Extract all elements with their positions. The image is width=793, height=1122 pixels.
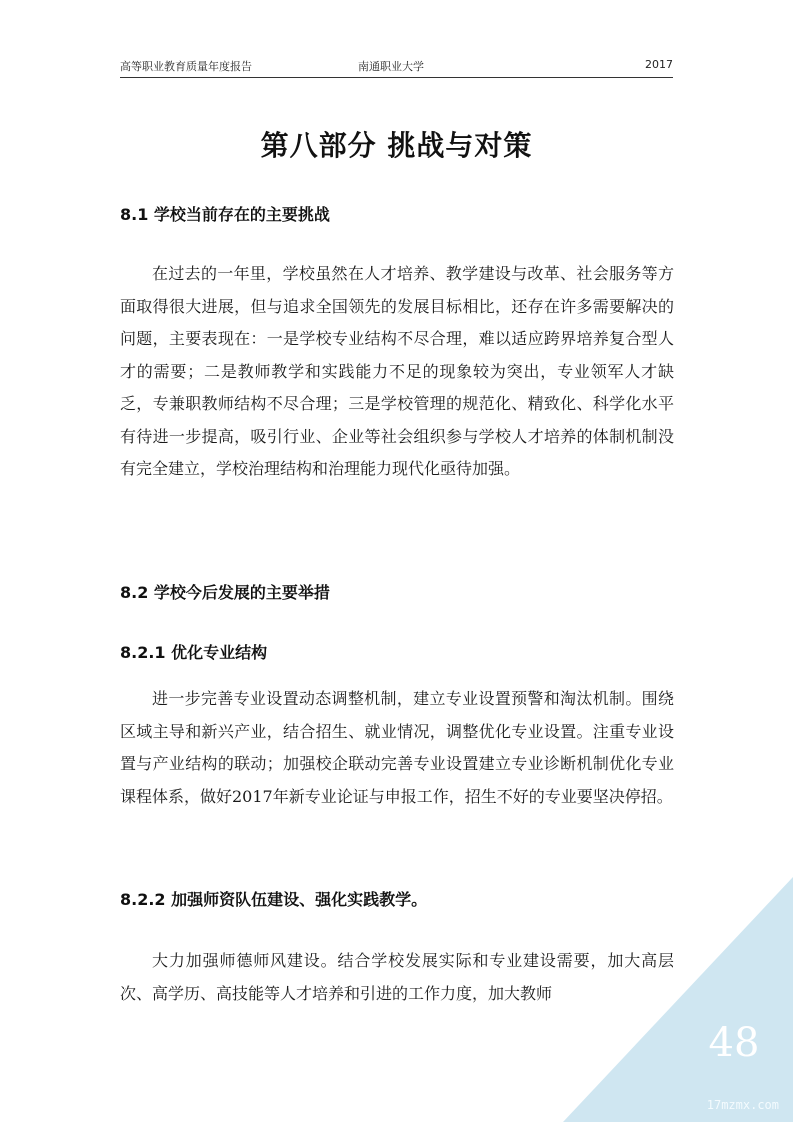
page-number: 48 [708, 1020, 760, 1066]
section-heading-8-2-1: 8.2.1 优化专业结构 [120, 643, 268, 662]
header-year: 2017 [645, 58, 673, 71]
corner-decoration [563, 877, 793, 1122]
section-heading-8-1: 8.1 学校当前存在的主要挑战 [120, 205, 330, 224]
section-paragraph-8-2-2: 大力加强师德师风建设。结合学校发展实际和专业建设需要，加大高层次、高学历、高技能等人才培养和引进的工作力度，加大教师 [120, 951, 674, 1003]
section-paragraph-8-1: 在过去的一年里，学校虽然在人才培养、教学建设与改革、社会服务等方面取得很大进展，但与追求全国领先的发展目标相比，还存在许多需要解决的问题，主要表现在：一是学校专业结构不尽合理，难以适应跨界培养复合型人才的需要；二是教师教学和实践能力不足的现象较为突出，专业领军人才缺乏，专兼职教师结构不尽合理；三是学校管理的规范化、精致化、科学化水平有待进一步提高，吸引行业、企业等社会组织参与学校人才培养的体制机制没有完全建立，学校治理结构和治理能力现代化亟待加强。 [120, 264, 674, 478]
header-school-name: 南通职业大学 [358, 60, 424, 73]
page-title: 第八部分 挑战与对策 [260, 129, 533, 162]
section-heading-8-2: 8.2 学校今后发展的主要举措 [120, 583, 330, 602]
watermark-text: 17mzmx.com [706, 1098, 779, 1112]
header-report-title: 高等职业教育质量年度报告 [120, 60, 252, 73]
section-heading-8-2-2: 8.2.2 加强师资队伍建设、强化实践教学。 [120, 890, 428, 909]
page-header [120, 58, 673, 78]
header-divider [120, 77, 673, 78]
section-paragraph-8-2-1: 进一步完善专业设置动态调整机制，建立专业设置预警和淘汰机制。围绕区域主导和新兴产业，结合招生、就业情况，调整优化专业设置。注重专业设置与产业结构的联动；加强校企联动完善专业设置建立专业诊断机制优化专业课程体系，做好2017年新专业论证与申报工作，招生不好的专业要坚决停招。 [120, 689, 674, 806]
